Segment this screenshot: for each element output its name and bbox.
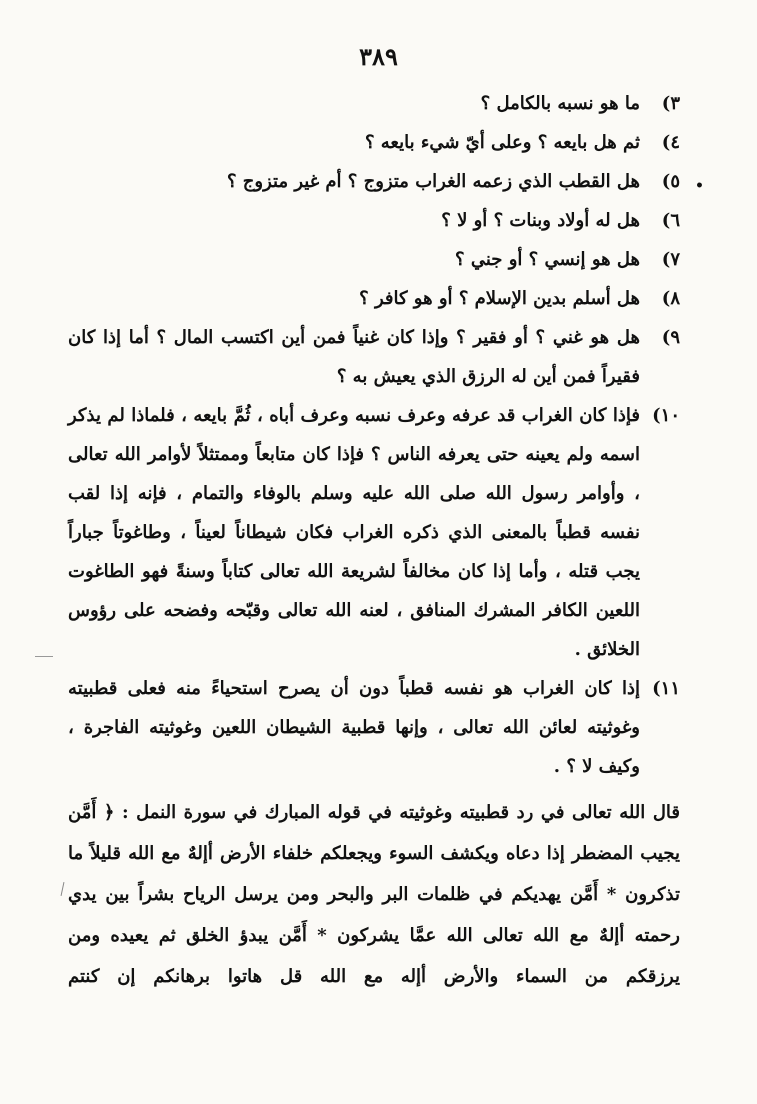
margin-line: [35, 656, 53, 657]
list-item: [68, 123, 680, 162]
item-text: هل القطب الذي زعمه الغراب متزوج ؟ أم غير متزوج ؟: [226, 171, 640, 192]
list-item: [68, 396, 680, 669]
item-number: ٧): [661, 249, 680, 270]
item-text: ما هو نسبه بالكامل ؟: [480, 93, 640, 114]
margin-mark: •: [695, 178, 704, 194]
item-number: ٨): [661, 288, 680, 309]
list-item: [68, 84, 680, 123]
list-item: [68, 279, 680, 318]
item-text: إذا كان الغراب هو نفسه قطباً دون أن يصرح استحياءً منه فعلى قطبيته وغوثيته لعائن الله تعالى ، وإنها قطبية الشيطان اللعين وغوثيته الفاجرة ، وكيف لا ؟ .: [68, 678, 640, 777]
page-body: [68, 84, 680, 997]
item-text: هل هو غني ؟ أو فقير ؟ وإذا كان غنياً فمن أين اكتسب المال ؟ أما إذا كان فقيراً فمن أين له الرزق الذي يعيش به ؟: [68, 327, 640, 387]
item-number: ١١): [652, 678, 680, 699]
item-number: ٩): [661, 327, 680, 348]
margin-tick: [61, 882, 65, 896]
item-number: ٣): [661, 93, 680, 114]
item-number: ٥): [661, 171, 680, 192]
item-number: ٤): [661, 132, 680, 153]
list-item: [68, 669, 680, 786]
item-number: ١٠): [652, 405, 680, 426]
item-number: ٦): [661, 210, 680, 231]
list-item: [68, 318, 680, 396]
item-text: هل هو إنسي ؟ أو جني ؟: [455, 249, 640, 270]
list-item: [68, 201, 680, 240]
item-text: ثم هل بايعه ؟ وعلى أيّ شيء بايعه ؟: [364, 132, 640, 153]
list-item: [68, 162, 680, 201]
page-number: ٣٨٩: [359, 42, 398, 71]
quran-quote-paragraph: قال الله تعالى في رد قطبيته وغوثيته في قوله المبارك في سورة النمل : ﴿ أَمَّن يجيب المضطر إذا دعاه ويكشف السوء ويجعلكم خلفاء الأرض أإلهٌ مع الله قليلاً ما تذكرون * أَمَّن يهديكم في ظلمات البر والبحر ومن يرسل الرياح بشراً بين يدي رحمته أإلهٌ مع الله تعالى الله عمَّا يشركون * أَمَّن يبدؤ الخلق ثم يعيده ومن يرزقكم من السماء والأرض أإله مع الله قل هاتوا برهانكم إن كنتم: [68, 802, 680, 987]
list-item: [68, 240, 680, 279]
item-text: هل له أولاد وبنات ؟ أو لا ؟: [441, 210, 640, 231]
item-text: هل أسلم بدين الإسلام ؟ أو هو كافر ؟: [359, 288, 640, 309]
item-text: فإذا كان الغراب قد عرفه وعرف نسبه وعرف أباه ، ثُمَّ بايعه ، فلماذا لم يذكر اسمه ولم يعينه حتى يعرفه الناس ؟ فإذا كان متابعاً وممتثلاً لأوامر الله تعالى ، وأوامر رسول الله صلى الله عليه وسلم بالوفاء والتمام ، فإنه إذا لقب نفسه قطباً بالمعنى الذي ذكره الغراب فكان شيطاناً لعيناً ، وطاغوتاً جباراً يجب قتله ، وأما إذا كان مخالفاً لشريعة الله تعالى كتاباً وسنةً فهو الطاغوت اللعين الكافر المشرك المنافق ، لعنه الله تعالى وقبّحه وفضحه على رؤوس الخلائق .: [68, 405, 640, 660]
